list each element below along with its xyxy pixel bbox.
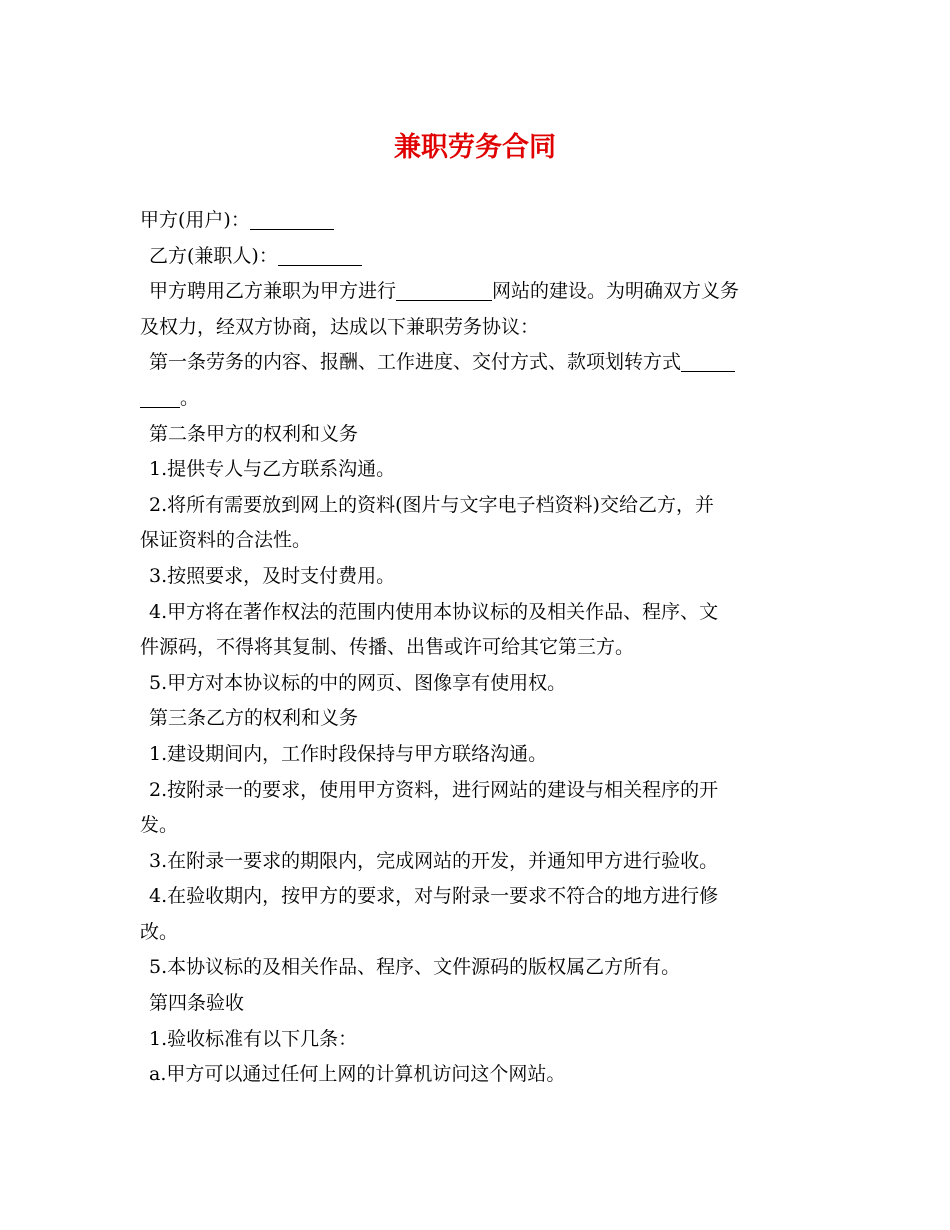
list-item: 3.按照要求，及时支付费用。 xyxy=(149,564,396,587)
party-b-line xyxy=(140,239,815,275)
intro-text-start: 甲方聘用乙方兼职为甲方进行 xyxy=(149,280,397,303)
party-a-label: 甲方(用户)： xyxy=(140,209,250,231)
list-item: 5.本协议标的及相关作品、程序、文件源码的版权属乙方所有。 xyxy=(149,956,681,979)
article-1-line xyxy=(140,345,815,381)
list-item-continuation: 改。 xyxy=(140,920,179,943)
list-item: 3.在附录一要求的期限内，完成网站的开发，并通知甲方进行验收。 xyxy=(149,849,719,872)
article-1-blank-end xyxy=(681,351,735,372)
list-item: 2.将所有需要放到网上的资料(图片与文字电子档资料)交给乙方，并 xyxy=(149,493,714,516)
article-2-heading: 第二条甲方的权利和义务 xyxy=(149,422,359,445)
list-item-continuation: 件源码，不得将其复制、传播、出售或许可给其它第三方。 xyxy=(140,636,635,659)
party-a-line xyxy=(140,203,815,239)
list-item: 4.甲方将在著作权法的范围内使用本协议标的及相关作品、程序、文 xyxy=(149,600,719,623)
intro-text-end: 网站的建设。为明确双方义务 xyxy=(492,280,740,303)
article-1-blank-start xyxy=(140,387,180,408)
article-3-heading: 第三条乙方的权利和义务 xyxy=(149,707,359,730)
list-item-continuation: 发。 xyxy=(140,814,179,837)
list-item: 1.验收标准有以下几条： xyxy=(149,1027,358,1050)
list-item: 1.建设期间内，工作时段保持与甲方联络沟通。 xyxy=(149,742,548,765)
party-b-blank xyxy=(278,245,362,266)
list-item: 4.在验收期内，按甲方的要求，对与附录一要求不符合的地方进行修 xyxy=(149,885,719,908)
period-mark: 。 xyxy=(180,386,200,409)
article-1-heading: 第一条劳务的内容、报酬、工作进度、交付方式、款项划转方式 xyxy=(149,351,682,374)
list-item: a.甲方可以通过任何上网的计算机访问这个网站。 xyxy=(149,1063,566,1086)
document-title: 兼职劳务合同 xyxy=(394,132,556,163)
paragraph-line: 及权力，经双方协商，达成以下兼职劳务协议： xyxy=(140,315,540,338)
document-body xyxy=(140,203,815,1093)
article-1-continuation xyxy=(140,381,815,417)
list-item-continuation: 保证资料的合法性。 xyxy=(140,529,312,552)
list-item: 1.提供专人与乙方联系沟通。 xyxy=(149,458,396,481)
list-item: 5.甲方对本协议标的中的网页、图像享有使用权。 xyxy=(149,671,567,694)
party-a-blank xyxy=(250,209,334,230)
party-b-label: 乙方(兼职人)： xyxy=(149,244,278,267)
paragraph-line xyxy=(140,274,815,310)
list-item: 2.按附录一的要求，使用甲方资料，进行网站的建设与相关程序的开 xyxy=(149,778,719,801)
article-4-heading: 第四条验收 xyxy=(149,992,245,1015)
website-name-blank xyxy=(396,280,492,301)
